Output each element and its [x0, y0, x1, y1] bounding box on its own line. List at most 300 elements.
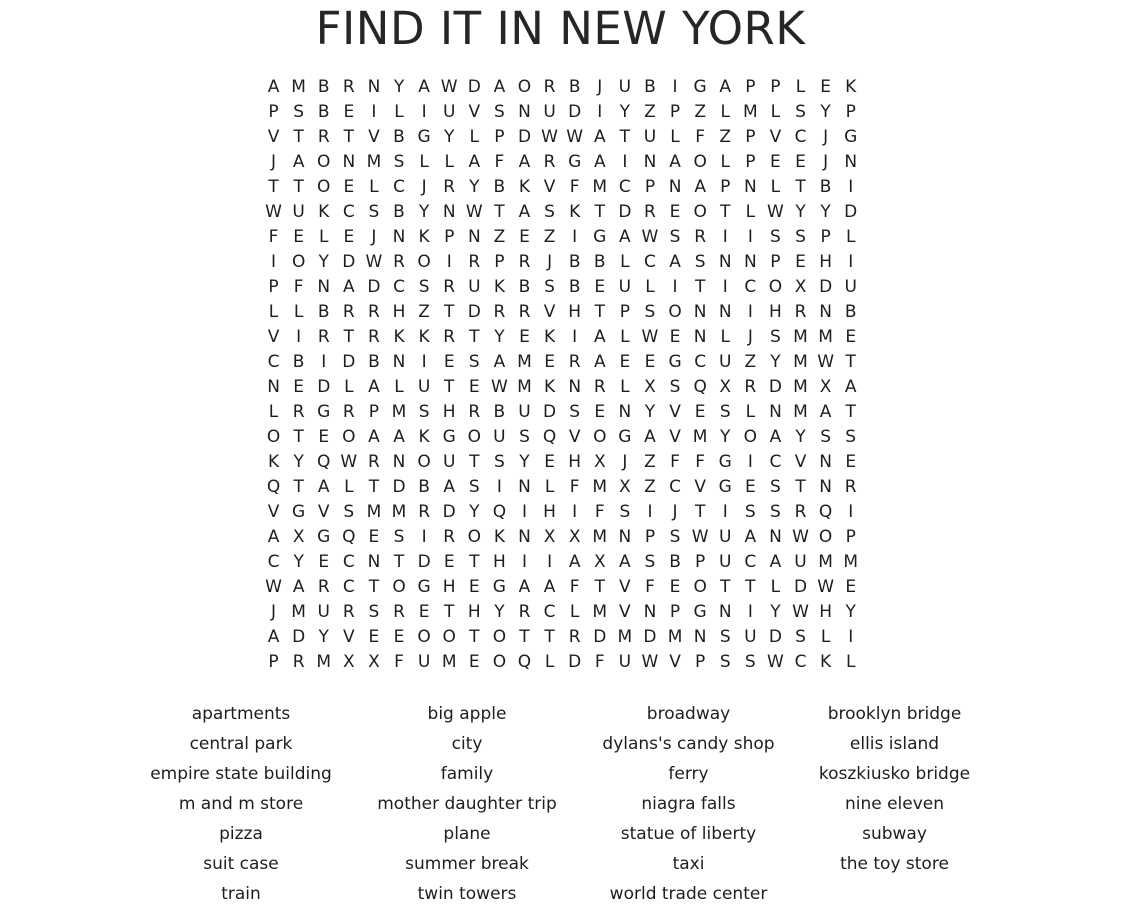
grid-letter[interactable]: Y: [318, 252, 329, 272]
grid-letter[interactable]: T: [469, 327, 480, 347]
grid-letter[interactable]: B: [317, 77, 330, 97]
grid-letter[interactable]: A: [593, 327, 606, 347]
grid-letter[interactable]: V: [669, 652, 681, 672]
grid-letter[interactable]: S: [569, 402, 581, 422]
grid-letter[interactable]: K: [845, 77, 857, 97]
grid-letter[interactable]: W: [566, 127, 584, 147]
grid-letter[interactable]: S: [694, 252, 706, 272]
grid-letter[interactable]: K: [418, 227, 430, 247]
grid-letter[interactable]: E: [594, 402, 606, 422]
grid-letter[interactable]: N: [693, 302, 707, 322]
grid-letter[interactable]: Z: [744, 352, 757, 372]
grid-letter[interactable]: R: [518, 302, 531, 322]
grid-letter[interactable]: X: [644, 377, 656, 397]
grid-letter[interactable]: I: [521, 552, 527, 572]
grid-letter[interactable]: L: [419, 152, 429, 172]
grid-letter[interactable]: M: [517, 377, 532, 397]
grid-letter[interactable]: R: [694, 227, 707, 247]
grid-letter[interactable]: D: [442, 502, 456, 522]
grid-letter[interactable]: N: [643, 152, 657, 172]
grid-letter[interactable]: E: [845, 452, 857, 472]
grid-letter[interactable]: M: [793, 377, 808, 397]
grid-letter[interactable]: T: [368, 577, 380, 597]
grid-letter[interactable]: R: [292, 402, 305, 422]
grid-letter[interactable]: R: [317, 577, 330, 597]
grid-letter[interactable]: V: [769, 127, 782, 147]
grid-letter[interactable]: E: [544, 452, 555, 472]
grid-letter[interactable]: I: [496, 477, 502, 497]
grid-letter[interactable]: N: [668, 177, 682, 197]
grid-letter[interactable]: P: [619, 302, 630, 322]
grid-letter[interactable]: A: [669, 252, 681, 272]
grid-letter[interactable]: S: [293, 102, 305, 122]
grid-letter[interactable]: Y: [770, 352, 781, 372]
grid-letter[interactable]: F: [594, 652, 605, 672]
grid-letter[interactable]: D: [768, 627, 782, 647]
grid-letter[interactable]: L: [645, 277, 655, 297]
grid-letter[interactable]: I: [547, 552, 553, 572]
grid-letter[interactable]: N: [618, 527, 632, 547]
grid-letter[interactable]: F: [594, 502, 605, 522]
grid-letter[interactable]: S: [519, 427, 530, 447]
grid-letter[interactable]: S: [368, 602, 380, 622]
grid-letter[interactable]: J: [747, 327, 753, 347]
grid-letter[interactable]: L: [770, 577, 781, 597]
grid-letter[interactable]: P: [368, 402, 380, 422]
grid-letter[interactable]: G: [568, 152, 582, 172]
grid-letter[interactable]: H: [467, 602, 481, 622]
grid-letter[interactable]: K: [318, 202, 330, 222]
grid-letter[interactable]: B: [493, 402, 506, 422]
grid-letter[interactable]: L: [720, 102, 730, 122]
grid-letter[interactable]: W: [767, 202, 784, 222]
grid-letter[interactable]: A: [267, 627, 280, 647]
grid-letter[interactable]: M: [366, 152, 382, 172]
grid-letter[interactable]: S: [418, 277, 430, 297]
grid-letter[interactable]: U: [618, 77, 632, 97]
grid-letter[interactable]: Y: [720, 427, 731, 447]
grid-letter[interactable]: X: [593, 552, 606, 572]
grid-letter[interactable]: M: [843, 552, 859, 572]
grid-letter[interactable]: G: [417, 127, 431, 147]
grid-letter[interactable]: I: [722, 502, 728, 522]
grid-letter[interactable]: N: [743, 177, 757, 197]
grid-letter[interactable]: N: [267, 377, 280, 397]
grid-letter[interactable]: W: [817, 352, 835, 372]
grid-letter[interactable]: O: [417, 627, 431, 647]
grid-letter[interactable]: E: [519, 227, 530, 247]
grid-letter[interactable]: D: [417, 552, 431, 572]
grid-letter[interactable]: E: [694, 402, 706, 422]
grid-letter[interactable]: D: [517, 127, 532, 147]
grid-letter[interactable]: Y: [820, 102, 831, 122]
grid-letter[interactable]: M: [592, 527, 608, 547]
grid-letter[interactable]: A: [769, 552, 782, 572]
grid-letter[interactable]: X: [819, 377, 832, 397]
grid-letter[interactable]: N: [693, 327, 707, 347]
grid-letter[interactable]: D: [292, 627, 306, 647]
grid-letter[interactable]: V: [794, 452, 807, 472]
grid-letter[interactable]: O: [492, 627, 507, 647]
grid-letter[interactable]: L: [795, 77, 806, 97]
grid-letter[interactable]: U: [543, 102, 556, 122]
grid-letter[interactable]: O: [317, 152, 331, 172]
grid-letter[interactable]: A: [719, 77, 732, 97]
grid-letter[interactable]: L: [820, 627, 831, 647]
grid-letter[interactable]: R: [443, 327, 456, 347]
grid-letter[interactable]: Z: [644, 477, 656, 497]
grid-letter[interactable]: S: [820, 427, 831, 447]
grid-letter[interactable]: U: [844, 277, 857, 297]
grid-letter[interactable]: T: [745, 577, 756, 597]
grid-letter[interactable]: N: [518, 527, 531, 547]
grid-letter[interactable]: B: [844, 302, 857, 322]
grid-letter[interactable]: A: [619, 552, 631, 572]
grid-letter[interactable]: S: [770, 327, 781, 347]
grid-letter[interactable]: S: [418, 402, 430, 422]
grid-letter[interactable]: V: [568, 427, 581, 447]
grid-letter[interactable]: L: [770, 102, 781, 122]
grid-letter[interactable]: W: [265, 202, 282, 222]
grid-letter[interactable]: T: [444, 302, 455, 322]
grid-letter[interactable]: R: [593, 377, 606, 397]
grid-letter[interactable]: B: [568, 77, 581, 97]
grid-letter[interactable]: O: [517, 77, 532, 97]
grid-letter[interactable]: I: [747, 302, 753, 322]
grid-letter[interactable]: A: [593, 127, 606, 147]
grid-letter[interactable]: P: [845, 527, 856, 547]
grid-letter[interactable]: Y: [293, 452, 304, 472]
grid-letter[interactable]: A: [518, 152, 531, 172]
grid-letter[interactable]: K: [493, 277, 505, 297]
grid-letter[interactable]: W: [641, 652, 659, 672]
grid-letter[interactable]: R: [543, 77, 556, 97]
grid-letter[interactable]: D: [543, 402, 557, 422]
grid-letter[interactable]: S: [795, 102, 806, 122]
grid-letter[interactable]: Y: [444, 127, 455, 147]
grid-letter[interactable]: Z: [719, 127, 732, 147]
grid-letter[interactable]: G: [844, 127, 858, 147]
grid-letter[interactable]: W: [817, 577, 835, 597]
grid-letter[interactable]: I: [521, 502, 527, 522]
grid-letter[interactable]: G: [492, 577, 506, 597]
grid-letter[interactable]: P: [669, 602, 681, 622]
grid-letter[interactable]: O: [818, 527, 833, 547]
grid-letter[interactable]: M: [818, 327, 833, 347]
grid-letter[interactable]: E: [669, 202, 681, 222]
grid-letter[interactable]: I: [572, 327, 578, 347]
grid-letter[interactable]: N: [819, 302, 832, 322]
grid-letter[interactable]: G: [292, 502, 306, 522]
grid-letter[interactable]: M: [316, 652, 332, 672]
grid-letter[interactable]: R: [368, 302, 380, 322]
grid-letter[interactable]: I: [747, 452, 753, 472]
grid-letter[interactable]: W: [767, 652, 784, 672]
grid-letter[interactable]: A: [518, 202, 531, 222]
grid-letter[interactable]: D: [367, 277, 381, 297]
grid-letter[interactable]: K: [493, 527, 505, 547]
grid-letter[interactable]: E: [418, 602, 430, 622]
grid-letter[interactable]: F: [494, 152, 505, 172]
grid-letter[interactable]: T: [343, 127, 355, 147]
grid-letter[interactable]: T: [795, 477, 806, 497]
grid-letter[interactable]: E: [318, 552, 330, 572]
grid-letter[interactable]: E: [293, 227, 305, 247]
grid-letter[interactable]: K: [418, 427, 430, 447]
grid-letter[interactable]: P: [494, 127, 505, 147]
grid-letter[interactable]: V: [543, 177, 556, 197]
grid-letter[interactable]: G: [317, 402, 331, 422]
grid-letter[interactable]: E: [368, 527, 380, 547]
grid-letter[interactable]: E: [468, 652, 480, 672]
grid-letter[interactable]: A: [593, 152, 606, 172]
grid-letter[interactable]: C: [744, 277, 757, 297]
grid-letter[interactable]: W: [465, 202, 483, 222]
grid-letter[interactable]: Q: [317, 452, 331, 472]
grid-letter[interactable]: X: [568, 527, 581, 547]
grid-letter[interactable]: S: [719, 402, 731, 422]
grid-letter[interactable]: Z: [543, 227, 556, 247]
grid-letter[interactable]: P: [770, 77, 781, 97]
grid-letter[interactable]: K: [393, 327, 405, 347]
grid-letter[interactable]: I: [572, 227, 578, 247]
grid-letter[interactable]: M: [793, 327, 808, 347]
grid-letter[interactable]: E: [820, 77, 831, 97]
grid-letter[interactable]: E: [644, 352, 656, 372]
grid-letter[interactable]: H: [769, 302, 782, 322]
grid-letter[interactable]: S: [644, 552, 656, 572]
grid-letter[interactable]: Z: [644, 102, 656, 122]
grid-letter[interactable]: G: [718, 452, 732, 472]
grid-letter[interactable]: B: [819, 177, 832, 197]
grid-letter[interactable]: S: [544, 202, 555, 222]
grid-letter[interactable]: O: [266, 427, 281, 447]
grid-letter[interactable]: I: [371, 102, 377, 122]
grid-letter[interactable]: L: [344, 377, 354, 397]
grid-letter[interactable]: V: [619, 602, 631, 622]
grid-letter[interactable]: M: [291, 602, 306, 622]
grid-letter[interactable]: R: [292, 652, 305, 672]
grid-letter[interactable]: L: [369, 177, 379, 197]
grid-letter[interactable]: E: [845, 577, 857, 597]
grid-letter[interactable]: N: [643, 602, 657, 622]
grid-letter[interactable]: D: [568, 652, 582, 672]
grid-letter[interactable]: G: [317, 527, 331, 547]
grid-letter[interactable]: P: [494, 252, 505, 272]
grid-letter[interactable]: S: [669, 377, 681, 397]
grid-letter[interactable]: E: [845, 327, 857, 347]
grid-letter[interactable]: R: [393, 602, 405, 622]
grid-letter[interactable]: T: [368, 477, 380, 497]
grid-letter[interactable]: I: [722, 277, 728, 297]
grid-letter[interactable]: R: [443, 277, 456, 297]
grid-letter[interactable]: U: [719, 527, 732, 547]
grid-letter[interactable]: R: [794, 502, 807, 522]
grid-letter[interactable]: R: [493, 302, 506, 322]
grid-letter[interactable]: O: [392, 577, 406, 597]
grid-letter[interactable]: M: [391, 502, 407, 522]
grid-letter[interactable]: E: [343, 102, 355, 122]
grid-letter[interactable]: N: [769, 402, 782, 422]
grid-letter[interactable]: Y: [418, 202, 430, 222]
grid-letter[interactable]: S: [468, 477, 480, 497]
grid-letter[interactable]: I: [647, 502, 653, 522]
grid-letter[interactable]: R: [342, 302, 355, 322]
grid-letter[interactable]: L: [544, 652, 555, 672]
grid-letter[interactable]: D: [467, 302, 481, 322]
grid-letter[interactable]: T: [544, 627, 555, 647]
grid-letter[interactable]: C: [393, 177, 405, 197]
grid-letter[interactable]: E: [770, 152, 781, 172]
grid-letter[interactable]: X: [719, 377, 732, 397]
grid-letter[interactable]: J: [271, 152, 277, 172]
grid-letter[interactable]: I: [622, 152, 628, 172]
grid-letter[interactable]: G: [417, 577, 431, 597]
grid-letter[interactable]: N: [819, 452, 832, 472]
grid-letter[interactable]: S: [795, 627, 806, 647]
grid-letter[interactable]: T: [795, 177, 806, 197]
grid-letter[interactable]: W: [641, 227, 659, 247]
grid-letter[interactable]: A: [368, 427, 380, 447]
grid-letter[interactable]: Y: [795, 427, 806, 447]
grid-letter[interactable]: R: [342, 402, 355, 422]
grid-letter[interactable]: N: [844, 152, 858, 172]
grid-letter[interactable]: Y: [293, 552, 304, 572]
grid-letter[interactable]: R: [644, 202, 656, 222]
grid-letter[interactable]: E: [619, 352, 631, 372]
grid-letter[interactable]: I: [321, 352, 327, 372]
grid-letter[interactable]: W: [490, 377, 508, 397]
grid-letter[interactable]: J: [823, 152, 829, 172]
grid-letter[interactable]: U: [618, 652, 632, 672]
grid-letter[interactable]: S: [343, 502, 355, 522]
grid-letter[interactable]: M: [592, 602, 608, 622]
grid-letter[interactable]: V: [669, 402, 681, 422]
grid-letter[interactable]: F: [394, 652, 404, 672]
grid-letter[interactable]: V: [267, 502, 280, 522]
grid-letter[interactable]: C: [769, 452, 782, 472]
grid-letter[interactable]: R: [342, 602, 355, 622]
grid-letter[interactable]: Y: [519, 452, 530, 472]
grid-letter[interactable]: B: [568, 252, 581, 272]
grid-letter[interactable]: V: [317, 502, 330, 522]
grid-letter[interactable]: S: [493, 452, 505, 472]
grid-letter[interactable]: C: [794, 652, 807, 672]
grid-letter[interactable]: C: [618, 177, 631, 197]
grid-letter[interactable]: M: [742, 102, 758, 122]
grid-letter[interactable]: X: [619, 477, 631, 497]
grid-letter[interactable]: M: [441, 652, 457, 672]
grid-letter[interactable]: V: [267, 327, 280, 347]
grid-letter[interactable]: T: [293, 127, 304, 147]
grid-letter[interactable]: H: [819, 602, 832, 622]
grid-letter[interactable]: P: [695, 552, 706, 572]
grid-letter[interactable]: P: [444, 227, 455, 247]
grid-letter[interactable]: U: [317, 602, 330, 622]
grid-letter[interactable]: E: [744, 477, 756, 497]
grid-letter[interactable]: S: [770, 477, 781, 497]
grid-letter[interactable]: T: [293, 427, 304, 447]
grid-letter[interactable]: J: [672, 502, 678, 522]
grid-letter[interactable]: T: [393, 552, 405, 572]
grid-letter[interactable]: V: [267, 127, 280, 147]
grid-letter[interactable]: L: [620, 377, 630, 397]
grid-letter[interactable]: D: [317, 377, 331, 397]
grid-letter[interactable]: F: [569, 177, 580, 197]
grid-letter[interactable]: F: [695, 452, 706, 472]
grid-letter[interactable]: D: [593, 627, 607, 647]
grid-letter[interactable]: K: [544, 377, 556, 397]
grid-letter[interactable]: I: [271, 252, 277, 272]
grid-letter[interactable]: S: [544, 277, 555, 297]
grid-letter[interactable]: O: [417, 452, 431, 472]
grid-letter[interactable]: Y: [318, 627, 329, 647]
grid-letter[interactable]: K: [820, 652, 832, 672]
grid-letter[interactable]: N: [769, 527, 782, 547]
grid-letter[interactable]: B: [317, 102, 330, 122]
grid-letter[interactable]: L: [770, 177, 781, 197]
grid-letter[interactable]: I: [672, 77, 678, 97]
grid-letter[interactable]: J: [371, 227, 377, 247]
grid-letter[interactable]: Z: [418, 302, 430, 322]
grid-letter[interactable]: M: [818, 552, 833, 572]
grid-letter[interactable]: S: [493, 102, 505, 122]
grid-letter[interactable]: P: [268, 652, 279, 672]
grid-letter[interactable]: M: [617, 627, 633, 647]
grid-letter[interactable]: I: [421, 527, 427, 547]
grid-letter[interactable]: S: [845, 427, 857, 447]
grid-letter[interactable]: U: [618, 277, 632, 297]
grid-letter[interactable]: W: [792, 527, 809, 547]
grid-letter[interactable]: L: [469, 127, 480, 147]
grid-letter[interactable]: L: [745, 202, 756, 222]
grid-letter[interactable]: S: [719, 627, 731, 647]
grid-letter[interactable]: M: [793, 402, 808, 422]
grid-letter[interactable]: K: [518, 177, 531, 197]
grid-letter[interactable]: V: [343, 627, 355, 647]
grid-letter[interactable]: N: [392, 452, 406, 472]
grid-letter[interactable]: Z: [694, 102, 706, 122]
grid-letter[interactable]: T: [444, 377, 455, 397]
grid-letter[interactable]: W: [541, 127, 558, 147]
grid-letter[interactable]: D: [392, 477, 406, 497]
grid-letter[interactable]: C: [342, 202, 355, 222]
grid-letter[interactable]: E: [795, 152, 806, 172]
grid-letter[interactable]: D: [819, 277, 833, 297]
grid-letter[interactable]: L: [318, 227, 329, 247]
grid-letter[interactable]: C: [267, 352, 280, 372]
grid-letter[interactable]: T: [694, 277, 706, 297]
grid-letter[interactable]: P: [745, 77, 756, 97]
grid-letter[interactable]: Y: [770, 602, 781, 622]
grid-letter[interactable]: D: [844, 202, 858, 222]
grid-letter[interactable]: O: [743, 427, 758, 447]
grid-letter[interactable]: V: [368, 127, 380, 147]
grid-letter[interactable]: N: [367, 552, 381, 572]
grid-letter[interactable]: N: [743, 252, 757, 272]
grid-letter[interactable]: P: [720, 177, 731, 197]
grid-letter[interactable]: L: [444, 152, 454, 172]
grid-letter[interactable]: P: [845, 102, 856, 122]
grid-letter[interactable]: M: [517, 352, 532, 372]
grid-letter[interactable]: L: [745, 402, 756, 422]
grid-letter[interactable]: J: [547, 252, 553, 272]
grid-letter[interactable]: T: [293, 177, 304, 197]
grid-letter[interactable]: Q: [517, 652, 532, 672]
grid-letter[interactable]: H: [568, 302, 582, 322]
grid-letter[interactable]: O: [467, 427, 481, 447]
grid-letter[interactable]: L: [620, 327, 630, 347]
